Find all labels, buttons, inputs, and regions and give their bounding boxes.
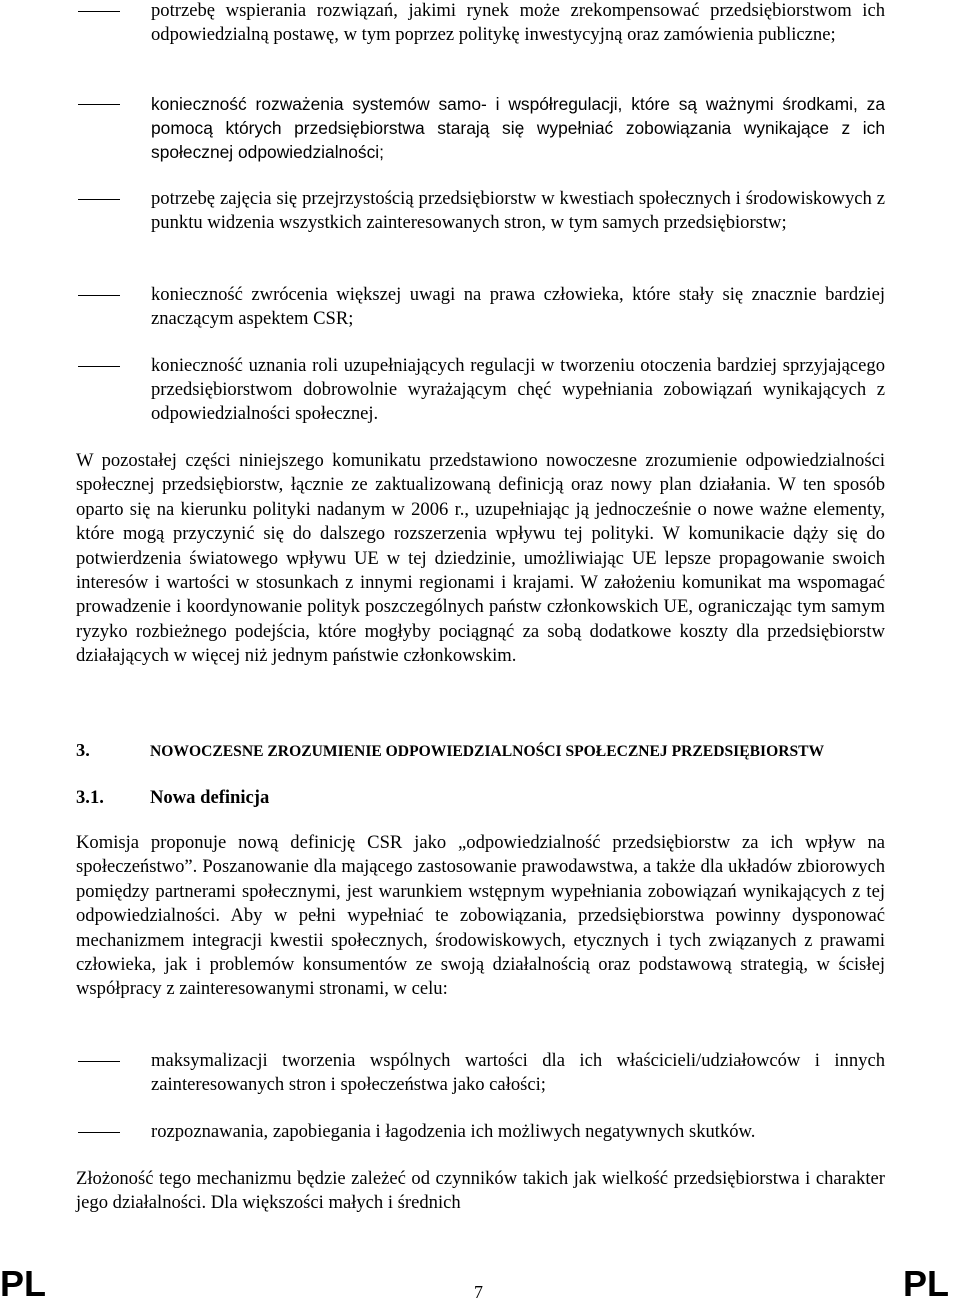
bullet-text: konieczność rozważenia systemów samo- i współregulacji, które są ważnymi środkami, za pomocą których przedsiębiorstwa starają się wypełniać zobowiązania wynikające z ich społecznej odpowiedzialności; — [151, 94, 885, 162]
bullet-text: rozpoznawania, zapobiegania i łagodzenia ich możliwych negatywnych skutków. — [151, 1121, 756, 1142]
section-title: NOWOCZESNE ZROZUMIENIE ODPOWIEDZIALNOŚCI SPOŁECZNEJ PRZEDSIĘBIORSTW — [150, 743, 825, 760]
dash-bullet-icon — [78, 366, 120, 367]
bullet-text: konieczność zwrócenia większej uwagi na prawa człowieka, które stały się znacznie bardziej znaczącym aspektem CSR; — [151, 284, 885, 329]
page-number: 7 — [474, 1282, 483, 1302]
subsection-number: 3.1. — [76, 787, 104, 808]
dash-bullet-icon — [78, 11, 120, 12]
footer-language-code-right: PL — [903, 1263, 950, 1304]
dash-bullet-icon — [78, 199, 120, 200]
body-paragraph: Komisja proponuje nową definicję CSR jako „odpowiedzialność przedsiębiorstw za ich wpływ na społeczeństwo”. Poszanowanie dla mającego zastosowanie prawodawstwa, a także dla układów zbiorowych pomiędzy partnerami społecznymi, jest warunkiem wstępnym wypełniania zobowiązań wynikających z tej odpowiedzialności. Aby w pełni wypełniać te zobowiązania, przedsiębiorstwa powinny dysponować mechanizmem integracji kwestii społecznych, środowiskowych, etycznych i tych związanych z prawami człowieka, jak i problemów konsumentów ze swoją działalnością oraz podstawową strategią, w ścisłej współpracy z zainteresowanymi stronami, w celu: — [76, 832, 885, 1000]
subsection-title: Nowa definicja — [150, 787, 270, 808]
section-number: 3. — [76, 740, 90, 760]
bullet-text: potrzebę wspierania rozwiązań, jakimi rynek może zrekompensować przedsiębiorstwom ich odpowiedzialną postawę, w tym poprzez politykę inwestycyjną oraz zamówienia publiczne; — [151, 0, 885, 45]
body-paragraph: W pozostałej części niniejszego komunikatu przedstawiono nowoczesne zrozumienie odpowiedzialności społecznej przedsiębiorstw, łącznie ze zaktualizowaną definicją oraz nowy plan działania. W ten sposób oparto się na kierunku polityki nadanym w 2006 r., uzupełniając ją jednocześnie o nowe ważne elementy, które mogą przyczynić się do dalszego rozszerzenia wpływu tej polityki. W komunikacie dąży się do potwierdzenia światowego wpływu UE w tej dziedzinie, umożliwiając UE lepsze propagowanie swoich interesów i wartości w stosunkach z innymi regionami i krajami. W założeniu komunikat ma wspomagać prowadzenie i koordynowanie polityk poszczególnych państw członkowskich UE, ograniczając tym samym ryzyko rozbieżnego podejścia, które mogłyby pociągnąć za sobą dodatkowe koszty dla przedsiębiorstw działających w więcej niż jednym państwie członkowskim. — [76, 450, 885, 667]
dash-bullet-icon — [78, 1132, 120, 1133]
dash-bullet-icon — [78, 1061, 120, 1062]
bullet-text: konieczność uznania roli uzupełniających regulacji w tworzeniu otoczenia bardziej sprzyjającego przedsiębiorstwom dobrowolnie wyrażającym chęć wypełniania zobowiązań wynikających z odpowiedzialności społecznej. — [151, 355, 885, 424]
bullet-text: potrzebę zajęcia się przejrzystością przedsiębiorstw w kwestiach społecznych i środowiskowych z punktu widzenia wszystkich zainteresowanych stron, w tym samych przedsiębiorstw; — [151, 188, 885, 233]
footer-language-code-left: PL — [0, 1263, 47, 1304]
dash-bullet-icon — [78, 104, 120, 105]
body-paragraph: Złożoność tego mechanizmu będzie zależeć od czynników takich jak wielkość przedsiębiorstwa i charakter jego działalności. Dla większości małych i średnich — [76, 1168, 885, 1214]
dash-bullet-icon — [78, 295, 120, 296]
bullet-text: maksymalizacji tworzenia wspólnych wartości dla ich właścicieli/udziałowców i innych zainteresowanych stron i społeczeństwa jako całości; — [151, 1050, 885, 1095]
